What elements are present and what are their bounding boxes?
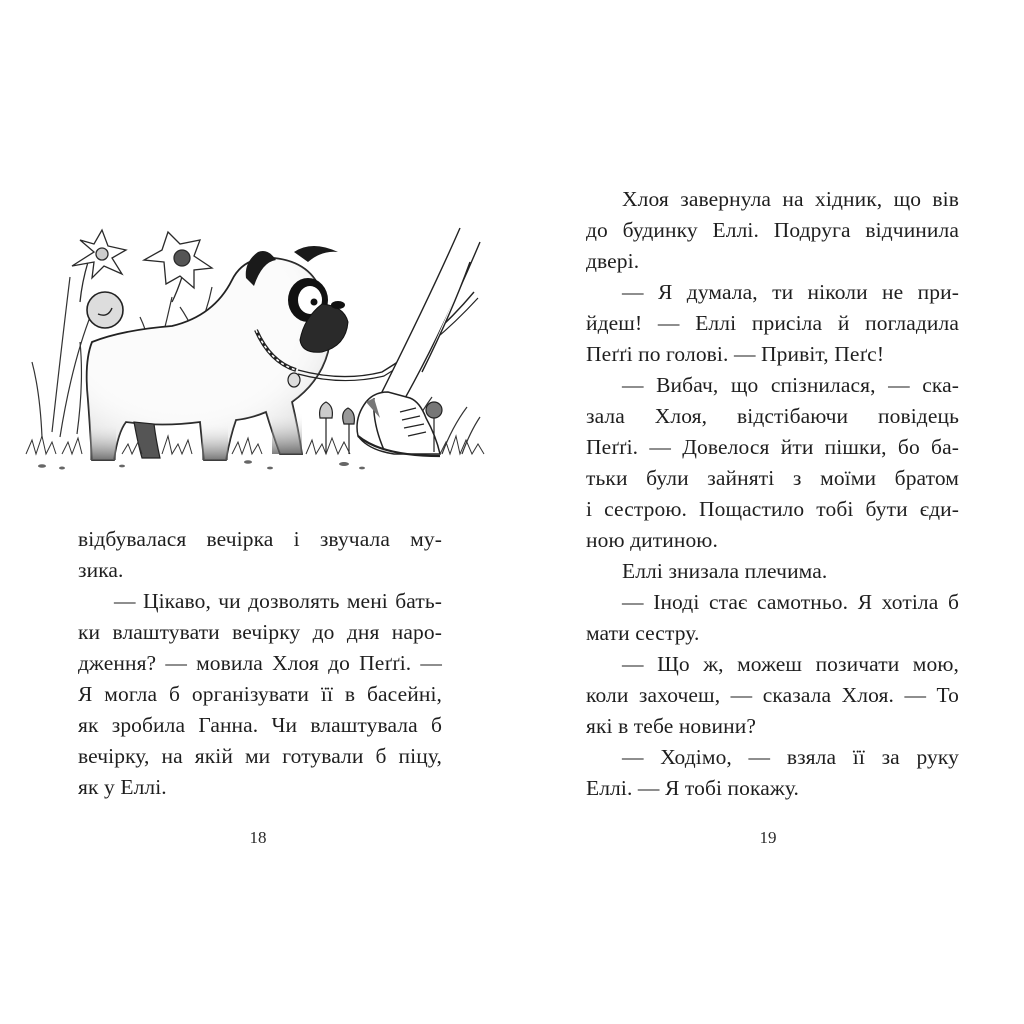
text-line: зика. <box>78 558 124 582</box>
pug-tail-icon <box>87 292 123 328</box>
text-line: — Вибач, що спізнилася, — ска- <box>622 373 959 397</box>
text-line: йдеш! — Еллі присіла й погладила <box>586 311 959 335</box>
text-line: — Що ж, можеш позичати мою, <box>622 652 959 676</box>
text-line: — Іноді стає самотньо. Я хотіла б <box>622 590 959 614</box>
text-line: — Я думала, ти ніколи не при- <box>622 280 959 304</box>
text-line: і сестрою. Пощастило тобі бути єди- <box>586 497 959 521</box>
text-line: — Цікаво, чи дозволять мені бать- <box>114 589 442 613</box>
text-line: як зробила Ганна. Чи влаштувала б <box>78 713 442 737</box>
pug-ear-icon <box>294 246 338 262</box>
text-line: Пеґґі. — Довелося йти пішки, бо ба- <box>586 435 959 459</box>
text-line: вечірку, на якій ми готували б піцу, <box>78 744 442 768</box>
text-line: Еллі знизала плечима. <box>622 559 828 583</box>
text-line: Хлоя завернула на хідник, що вів <box>622 187 959 211</box>
text-line: — Ходімо, — взяла її за руку <box>622 745 959 769</box>
text-line: Я могла б організувати її в басейні, <box>78 682 442 706</box>
person-leg-icon <box>382 228 480 400</box>
text-line: тьки були зайняті з моїми братом <box>586 466 959 490</box>
pug-dog-icon <box>87 246 348 460</box>
pug-nose-icon <box>331 301 345 309</box>
daffodil-flower-icon <box>144 232 212 302</box>
text-line: Еллі. — Я тобі покажу. <box>586 776 800 800</box>
pug-on-leash-with-daffodils-illustration <box>22 222 488 474</box>
left-page-body-text <box>78 524 442 803</box>
text-line: Пеґґі по голові. — Привіт, Пеґс! <box>586 342 885 366</box>
text-line: відбувалася вечірка і звучала му- <box>78 527 442 551</box>
text-line: які в тебе новини? <box>586 714 756 738</box>
text-line: дження? — мовила Хлоя до Пеґґі. — <box>78 651 442 675</box>
page-number: 19 <box>759 828 777 847</box>
page-number: 18 <box>249 828 267 847</box>
daffodil-flower-icon <box>72 230 126 302</box>
text-line: коли захочеш, — сказала Хлоя. — То <box>586 683 959 707</box>
sneaker-icon <box>357 392 440 456</box>
text-line: зала Хлоя, відстібаючи повідець <box>586 404 959 428</box>
right-page-body-text <box>586 184 959 804</box>
right-page <box>512 0 1024 1024</box>
tag-icon <box>288 373 300 387</box>
pebbles-icon <box>38 460 365 469</box>
text-line: до будинку Еллі. Подруга відчинила <box>586 218 959 242</box>
text-line: як у Еллі. <box>78 775 167 799</box>
text-line: двері. <box>586 249 640 273</box>
text-line: мати сестру. <box>586 621 700 645</box>
text-line: ною дитиною. <box>586 528 718 552</box>
text-line: ки влаштувати вечірку до дня наро- <box>78 620 442 644</box>
